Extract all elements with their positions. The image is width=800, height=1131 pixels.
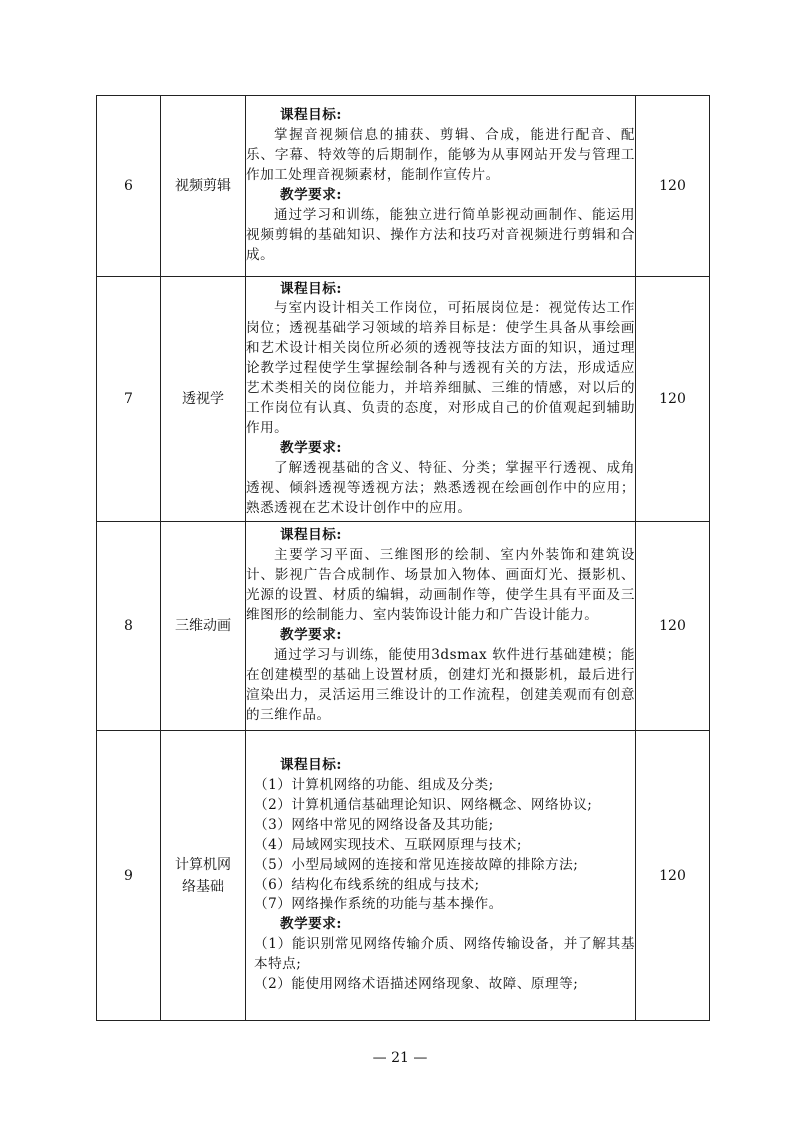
requirement-heading: 教学要求:: [280, 187, 342, 203]
goal-item: （7）网络操作系统的功能与基本操作。: [254, 896, 503, 913]
requirement-heading: 教学要求:: [280, 439, 342, 456]
course-name: 计算机网络基础: [161, 731, 246, 1021]
course-hours: 120: [636, 96, 710, 277]
requirement-item: （1）能识别常见网络传输介质、网络传输设备，并了解其基本特点;: [254, 936, 635, 973]
requirement-item: （2）能使用网络术语描述网络现象、故障、原理等;: [254, 976, 579, 993]
course-number: 6: [97, 96, 161, 277]
course-name: 三维动画: [161, 522, 246, 731]
goal-text: 与室内设计相关工作岗位，可拓展岗位是：视觉传达工作岗位；透视基础学习领域的培养目标是：使学生具备从事绘画和艺术设计相关岗位所必须的透视等技法方面的知识，通过理论教学过程使学生掌握绘制各种与透视有关的方法，形成适应艺术类相关的岗位能力，并培养细腻、三维的情感，对以后的工作岗位有认真、负责的态度，对形成自己的价值观起到辅助作用。: [246, 300, 635, 436]
course-hours: 120: [636, 731, 710, 1021]
goal-heading: 课程目标:: [280, 757, 342, 774]
course-number: 7: [97, 277, 161, 522]
goal-item: （5）小型局域网的连接和常见连接故障的排除方法;: [254, 856, 579, 873]
goal-heading: 课程目标:: [280, 280, 342, 297]
table-row: [97, 731, 710, 1021]
requirement-text: 通过学习和训练，能独立进行简单影视动画制作、能运用视频剪辑的基础知识、操作方法和技巧对音视频进行剪辑和合成。: [246, 206, 635, 263]
goal-item: （4）局域网实现技术、互联网原理与技术;: [254, 836, 522, 853]
table-row: [97, 522, 710, 731]
requirement-text: 了解透视基础的含义、特征、分类；掌握平行透视、成角透视、倾斜透视等透视方法；熟悉透视在绘画创作中的应用；熟悉透视在艺术设计创作中的应用。: [246, 459, 635, 516]
goal-item: （6）结构化布线系统的组成与技术;: [254, 876, 480, 893]
goal-item: （1）计算机网络的功能、组成及分类;: [254, 776, 494, 793]
goal-heading: 课程目标:: [280, 107, 342, 124]
course-description: [246, 96, 636, 277]
requirement-heading: 教学要求:: [280, 916, 342, 933]
goal-text: 主要学习平面、三维图形的绘制、室内外装饰和建筑设计、影视广告合成制作、场景加入物体、画面灯光、摄影机、光源的设置、材质的编辑，动画制作等，使学生具有平面及三维图形的绘制能力、室内装饰设计能力和广告设计能力。: [246, 547, 635, 624]
course-name: 视频剪辑: [161, 96, 246, 277]
course-hours: 120: [636, 277, 710, 522]
course-description: [246, 522, 636, 731]
course-number: 8: [97, 522, 161, 731]
course-number: 9: [97, 731, 161, 1021]
requirement-heading: 教学要求:: [280, 627, 342, 643]
goal-item: （3）网络中常见的网络设备及其功能;: [254, 816, 494, 833]
course-table: [96, 95, 710, 1021]
course-description: [246, 731, 636, 1021]
requirement-text: 通过学习与训练，能使用3dsmax 软件进行基础建模；能在创建模型的基础上设置材质，创建灯光和摄影机，最后进行渲染出力，灵活运用三维设计的工作流程，创建美观而有创意的三维作品。: [246, 646, 635, 723]
goal-heading: 课程目标:: [280, 527, 342, 544]
goal-item: （2）计算机通信基础理论知识、网络概念、网络协议;: [254, 796, 593, 813]
table-row: [97, 96, 710, 277]
course-name: 透视学: [161, 277, 246, 522]
table-row: [97, 277, 710, 522]
goal-text: 掌握音视频信息的捕获、剪辑、合成，能进行配音、配乐、字幕、特效等的后期制作，能够为从事网站开发与管理工作加工处理音视频素材，能制作宣传片。: [246, 127, 635, 184]
course-description: [246, 277, 636, 522]
page-number: — 21 —: [372, 1050, 428, 1066]
course-hours: 120: [636, 522, 710, 731]
